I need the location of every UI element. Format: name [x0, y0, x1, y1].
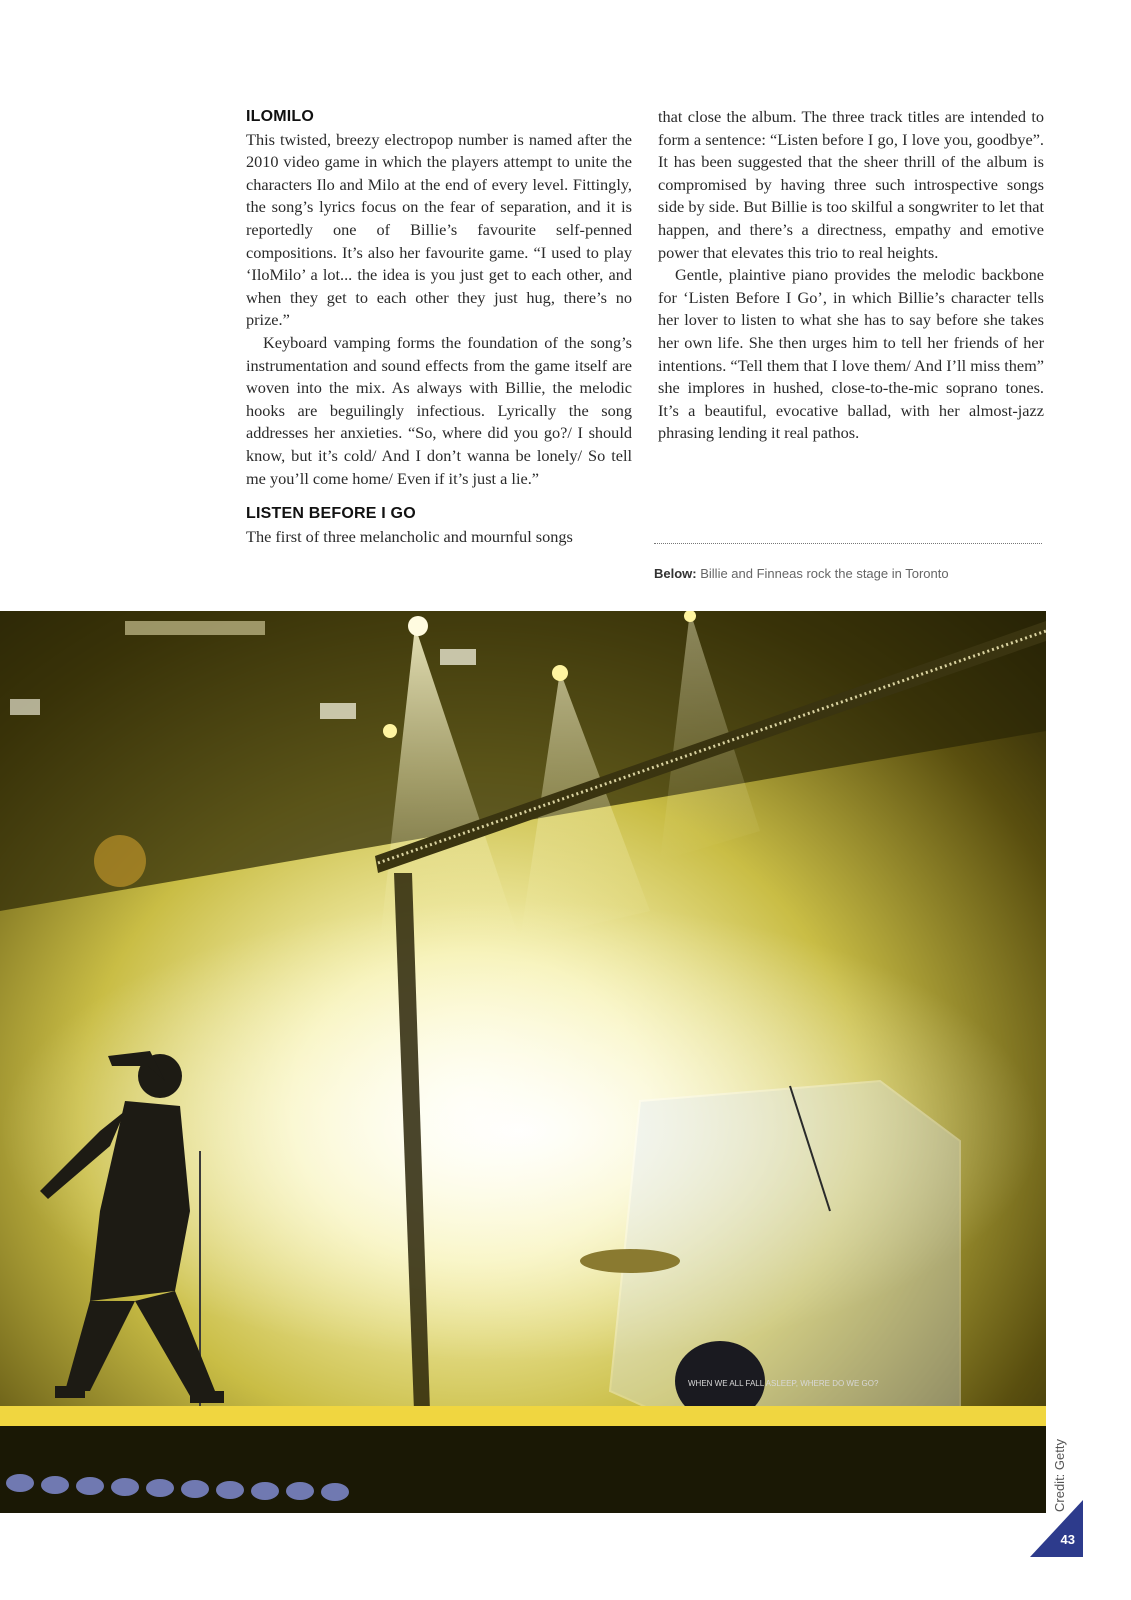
body-paragraph: The first of three melancholic and mournful songs — [246, 526, 573, 546]
led-panel — [320, 703, 356, 719]
caption-divider — [654, 543, 1042, 544]
photo-credit: Credit: Getty — [1052, 1439, 1067, 1512]
caption-text: Billie and Finneas rock the stage in Toronto — [696, 566, 949, 581]
bass-drum-text: WHEN WE ALL FALL ASLEEP, WHERE DO WE GO? — [688, 1379, 879, 1388]
led-panel — [440, 649, 476, 665]
caption-label: Below: — [654, 566, 697, 581]
stage-front — [0, 1426, 1046, 1513]
concert-photo-illustration — [0, 611, 1046, 1513]
led-panel — [10, 699, 40, 715]
page-number: 43 — [1060, 1532, 1075, 1547]
photo-caption — [654, 566, 949, 581]
folio-triangle — [1030, 1500, 1083, 1557]
stage-edge — [0, 1406, 1046, 1426]
section-heading-listen-before-i-go: LISTEN BEFORE I GO — [246, 505, 416, 523]
body-paragraph: Gentle, plaintive piano provides the melodic backbone for ‘Listen Before I Go’, in which Billie’s character tells her lover to listen to what she has to say before she takes her own life. She then urges him to tell her friends of her intentions. “Tell them that I love them/ And I’ll miss them” she implores in hushed, close-to-the-mic soprano tones. It’s a beautiful, evocative ballad, with her almost-jazz phrasing lending it real pathos. — [658, 265, 1044, 443]
spotlight — [408, 616, 428, 636]
page-number-tab — [1030, 1500, 1083, 1557]
stage-ceiling — [0, 611, 1046, 911]
right-text-column — [658, 106, 1044, 445]
section-heading-ilomilo: ILOMILO — [246, 108, 315, 125]
body-paragraph: that close the album. The three track titles are intended to form a sentence: “Listen before I go, I love you, goodbye”. It has been suggested that the sheer thrill of the album is compromised by having three such introspective songs side by side. But Billie is too skilful a songwriter to let that happen, and there’s a directness, empathy and emotive power that elevates this trio to real heights. — [658, 107, 1044, 262]
concert-photo — [0, 611, 1046, 1513]
lens-flare — [94, 835, 146, 887]
light-rig — [125, 621, 265, 635]
cymbal — [580, 1249, 680, 1273]
body-paragraph: This twisted, breezy electropop number is named after the 2010 video game in which the players attempt to unite the characters Ilo and Milo at the end of every level. Fittingly, the song’s lyrics focus on the fear of separation, and it is reportedly one of Billie’s favourite self-penned compositions. It’s also her favourite game. “I used to play ‘IloMilo’ a lot... the idea is you just get to each other, and when they get to each other they just hug, there’s no prize.” — [246, 129, 632, 330]
body-paragraph: Keyboard vamping forms the foundation of the song’s instrumentation and sound effects from the game itself are woven into the mix. As always with Billie, the melodic hooks are beguilingly infectious. Lyrically the song addresses her anxieties. “So, where did you go?/ I should know, but it’s cold/ And I don’t wanna be lonely/ So tell me you’ll come home/ Even if it’s just a lie.” — [246, 332, 632, 488]
left-text-column — [246, 106, 632, 548]
spotlight — [383, 724, 397, 738]
spotlight — [552, 665, 568, 681]
